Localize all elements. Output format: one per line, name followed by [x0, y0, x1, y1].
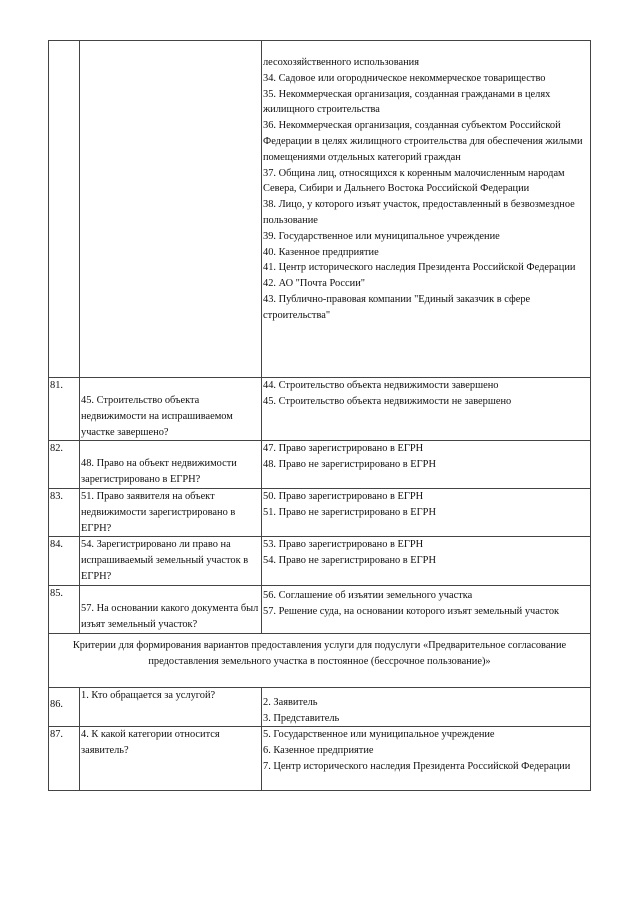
option-item: 36. Некоммерческая организация, созданная субъектом Российской Федерации в целях жилищного строительства для обеспечения жилыми помещениями отдельных категорий граждан	[263, 120, 583, 163]
option-item: 54. Право не зарегистрировано в ЕГРН	[263, 555, 436, 567]
row-options	[262, 537, 591, 585]
row-options	[262, 441, 591, 489]
section-header-row	[49, 633, 591, 687]
row-number	[49, 687, 80, 727]
row-options	[262, 585, 591, 633]
question-text: 57. На основании какого документа был изъят земельный участок?	[81, 602, 259, 630]
row-number: 84.	[49, 537, 80, 585]
table-row	[49, 441, 591, 489]
question-text: 45. Строительство объекта недвижимости на испрашиваемом участке завершено?	[81, 395, 233, 438]
row-question	[80, 585, 262, 633]
table-row	[49, 41, 591, 378]
row-options	[262, 687, 591, 727]
option-item: 35. Некоммерческая организация, созданная гражданами в целях жилищного строительства	[263, 88, 551, 116]
question-text: 1. Кто обращается за услугой?	[81, 689, 216, 701]
row-question	[80, 537, 262, 585]
criteria-table	[48, 40, 591, 791]
option-item: 43. Публично-правовая компании "Единый заказчик в сфере строительства"	[263, 293, 531, 321]
option-item: 37. Община лиц, относящихся к коренным малочисленным народам Севера, Сибири и Дальнего Востока Российской Федерации	[263, 167, 565, 195]
option-item: 56. Соглашение об изъятии земельного участка	[263, 589, 473, 601]
option-item: 5. Государственное или муниципальное учреждение	[263, 729, 495, 741]
row-question	[80, 488, 262, 536]
table-row	[49, 488, 591, 536]
option-item: 50. Право зарегистрировано в ЕГРН	[263, 490, 424, 502]
option-item: 48. Право не зарегистрировано в ЕГРН	[263, 459, 436, 471]
option-item: 42. АО "Почта России"	[263, 278, 366, 290]
option-item: 51. Право не зарегистрировано в ЕГРН	[263, 506, 436, 518]
question-text: 54. Зарегистрировано ли право на испрашиваемый земельный участок в ЕГРН?	[81, 539, 249, 582]
table-row	[49, 378, 591, 441]
row-question	[80, 441, 262, 489]
row-number: 85.	[49, 585, 80, 633]
option-item: 45. Строительство объекта недвижимости не завершено	[263, 395, 512, 407]
question-text: 51. Право заявителя на объект недвижимости зарегистрировано в ЕГРН?	[81, 490, 236, 534]
option-item: 38. Лицо, у которого изъят участок, предоставленный в безвозмездное пользование	[263, 199, 575, 226]
row-options	[262, 378, 591, 441]
option-item: 3. Представитель	[263, 712, 340, 724]
option-item: 57. Решение суда, на основании которого изъят земельный участок	[263, 605, 560, 617]
row-number: 82.	[49, 441, 80, 489]
row-number	[49, 41, 80, 378]
row-options	[262, 41, 591, 378]
section-header-text: Критерии для формирования вариантов предоставления услуги для подуслуги «Предварительное согласование предоставления земельного участка в постоянное (бессрочное пользование)»	[72, 639, 567, 667]
option-item: 2. Заявитель	[263, 696, 318, 708]
option-item: 39. Государственное или муниципальное учреждение	[263, 230, 500, 242]
table-row	[49, 537, 591, 585]
option-item: 7. Центр исторического наследия Президента Российской Федерации	[263, 760, 571, 772]
row-number: 87.	[49, 727, 80, 791]
row-question	[80, 687, 262, 727]
option-item: 47. Право зарегистрировано в ЕГРН	[263, 443, 424, 455]
option-item: 34. Садовое или огородническое некоммерческое товарищество	[263, 72, 546, 84]
row-options	[262, 727, 591, 791]
table-row	[49, 585, 591, 633]
row-options	[262, 488, 591, 536]
row-number: 81.	[49, 378, 80, 441]
section-header	[49, 633, 591, 687]
option-item: лесохозяйственного использования	[263, 57, 420, 68]
option-item: 53. Право зарегистрировано в ЕГРН	[263, 539, 424, 551]
row-number-text: 86.	[50, 698, 63, 710]
question-text: 48. Право на объект недвижимости зарегистрировано в ЕГРН?	[81, 458, 237, 486]
row-number: 83.	[49, 488, 80, 536]
row-question	[80, 41, 262, 378]
question-text: 4. К какой категории относится заявитель?	[81, 729, 220, 757]
row-question	[80, 378, 262, 441]
table-row	[49, 687, 591, 727]
option-item: 41. Центр исторического наследия Президента Российской Федерации	[263, 262, 576, 274]
option-item: 40. Казенное предприятие	[263, 246, 379, 258]
table-row	[49, 727, 591, 791]
row-question	[80, 727, 262, 791]
option-item: 6. Казенное предприятие	[263, 745, 374, 757]
option-item: 44. Строительство объекта недвижимости завершено	[263, 380, 499, 391]
